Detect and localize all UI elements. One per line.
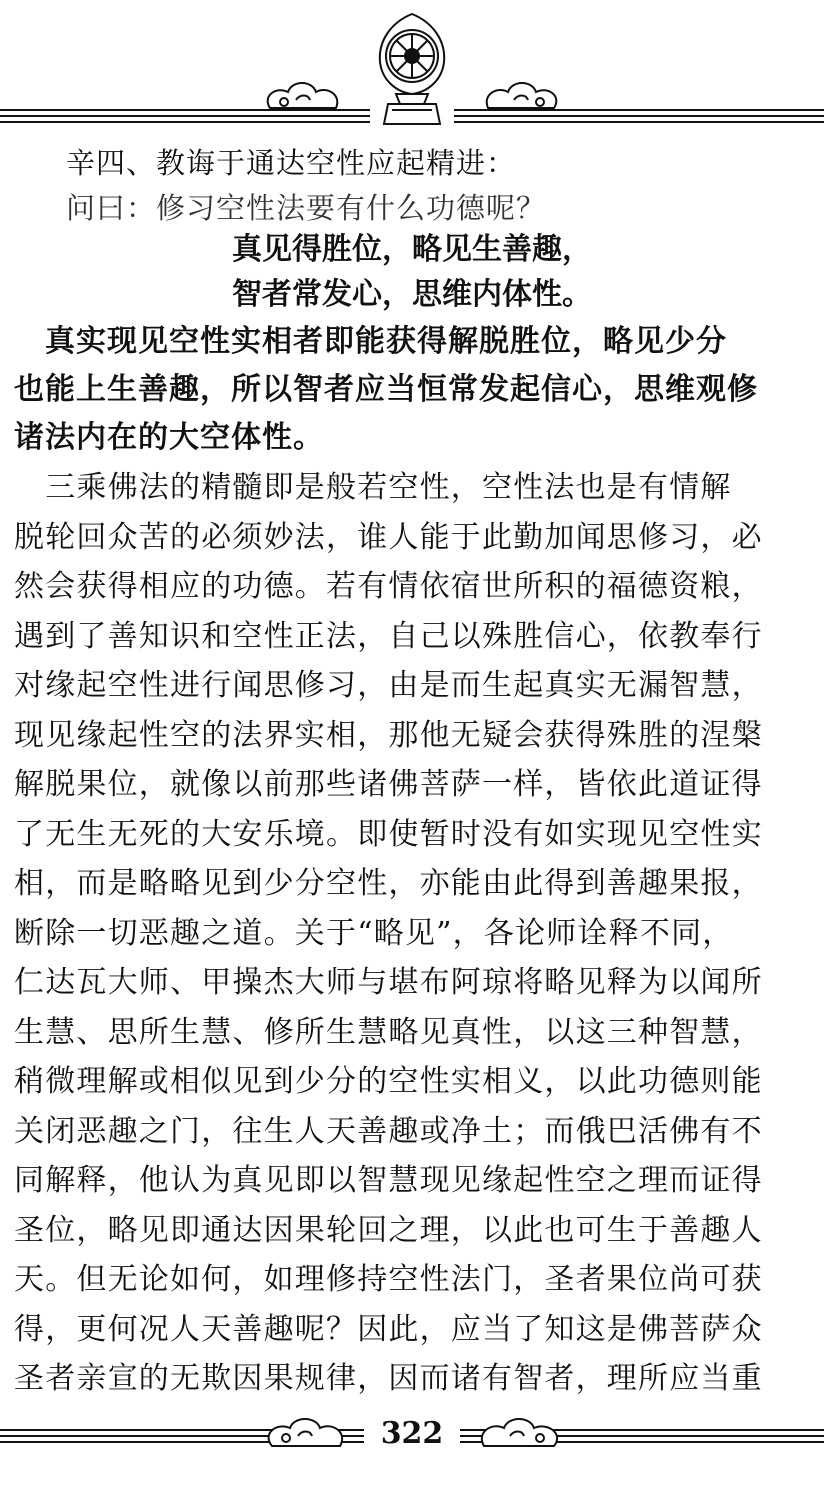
text-line: 也能上生善趣，所以智者应当恒常发起信心，思维观修 [14,372,758,407]
text-line: 诸法内在的大空体性。 [14,420,324,455]
cloud-left-icon [268,83,338,108]
text-line: 同解释，他认为真见即以智慧现见缘起性空之理而证得 [14,1163,763,1198]
commentary-paragraph [14,318,804,462]
text-line: 真实现见空性实相者即能获得解脱胜位，略见少分 [14,324,727,359]
text-line: 现见缘起性空的法界实相，那他无疑会获得殊胜的涅槃 [14,717,763,753]
text-line: 了无生无死的大安乐境。即使暂时没有如实现见空性实 [14,816,763,852]
text-line: 解脱果位，就像以前那些诸佛菩萨一样，皆依此道证得 [14,767,763,802]
body-paragraph [14,463,806,1404]
text-line: 然会获得相应的功德。若有情依宿世所积的福德资粮， [14,569,763,604]
dharma-wheel-icon [380,14,444,124]
text-line: 三乘佛法的精髓即是般若空性，空性法也是有情解 [14,470,732,505]
verse-line: 智者常发心，思维内体性。 [232,277,592,312]
header-border [0,0,824,140]
text-line: 天。但无论如何，如理修持空性法门，圣者果位尚可获 [14,1262,763,1297]
text-line: 生慧、思所生慧、修所生慧略见真性，以这三种智慧， [14,1014,763,1050]
text-line: 断除一切恶趣之道。关于“略见”，各论师诠释不同， [14,915,734,951]
page-number: 322 [380,1416,444,1451]
text-line: 得，更何况人天善趣呢？因此，应当了知这是佛菩萨众 [14,1311,763,1347]
text-line: 对缘起空性进行闻思修习，由是而生起真实无漏智慧， [14,668,763,703]
verse-line: 真见得胜位，略见生善趣， [232,232,592,267]
section-title: 辛四、教诲于通达空性应起精进： [66,146,517,180]
text-line: 脱轮回众苦的必须妙法，谁人能于此勤加闻思修习，必 [14,519,763,555]
text-line: 遇到了善知识和空性正法，自己以殊胜信心，依教奉行 [14,618,763,654]
text-line: 圣位，略见即通达因果轮回之理，以此也可生于善趣人 [14,1212,763,1248]
question-line: 问曰：修习空性法要有什么功德呢？ [66,191,547,225]
page-header-ornament [0,0,824,140]
text-line: 稍微理解或相似见到少分的空性实相义，以此功德则能 [14,1064,763,1099]
text-line: 关闭恶趣之门，往生人天善趣或净土；而俄巴活佛有不 [14,1113,763,1149]
text-line: 相，而是略略见到少分空性，亦能由此得到善趣果报， [14,866,763,901]
text-line: 仁达瓦大师、甲操杰大师与堪布阿琼将略见释为以闻所 [14,965,763,1000]
cloud-right-icon [487,83,557,108]
text-line: 圣者亲宣的无欺因果规律，因而诸有智者，理所应当重 [14,1361,763,1396]
